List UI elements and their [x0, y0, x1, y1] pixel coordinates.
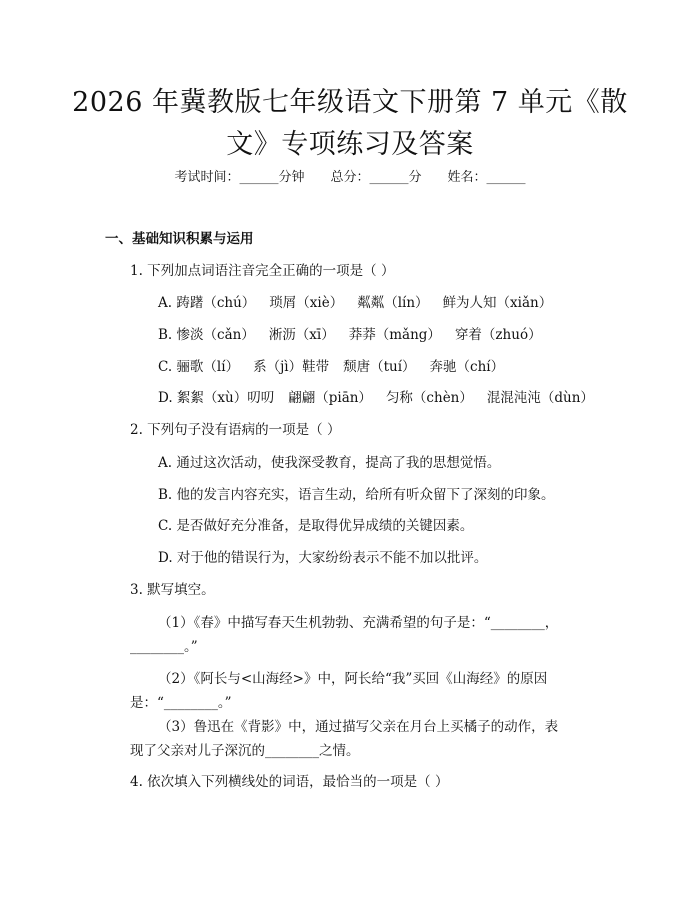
q4-stem: 4. 依次填入下列横线处的词语，最恰当的一项是（ ）: [130, 774, 449, 790]
q2-option-c: C. 是否做好充分准备，是取得优异成绩的关键因素。: [158, 518, 474, 534]
student-name: 姓名：______: [447, 170, 526, 185]
q1-option-b: B. 惨淡（cǎn） 淅沥（xī） 莽莽（mǎng） 穿着（zhuó）: [158, 327, 542, 343]
q1-option-d: D. 絮絮（xù）叨叨 翩翩（piān） 匀称（chèn） 混混沌沌（dùn）: [158, 390, 594, 406]
q2-option-a: A. 通过这次活动，使我深受教育，提高了我的思想觉悟。: [158, 455, 501, 471]
q1-option-a: A. 踌躇（chú） 琐屑（xiè） 粼粼（lín） 鲜为人知（xiǎn）: [158, 295, 553, 311]
q3-stem: 3. 默写填空。: [130, 582, 215, 598]
q3-item-2: （2）《阿长与<山海经>》中，阿长给“我”买回《山海经》的原因是：“________。”: [130, 671, 548, 711]
q3-item-3: （3）鲁迅在《背影》中，通过描写父亲在月台上买橘子的动作，表现了父亲对儿子深沉的________之情。: [130, 719, 559, 759]
section-heading: 一、基础知识积累与运用: [105, 231, 254, 247]
q2-option-b: B. 他的发言内容充实，语言生动，给所有听众留下了深刻的印象。: [158, 487, 555, 503]
q1-option-c: C. 骊歌（lí） 系（jì）鞋带 颓唐（tuí） 奔驰（chí）: [158, 359, 505, 375]
title-line-2: 文》专项练习及答案: [226, 129, 474, 160]
title-line-1: 2026 年冀教版七年级语文下册第 7 单元《散: [72, 87, 628, 118]
q2-option-d: D. 对于他的错误行为，大家纷纷表示不能不加以批评。: [158, 550, 488, 566]
q1-stem: 1. 下列加点词语注音完全正确的一项是（ ）: [130, 263, 395, 279]
total-score: 总分：______分: [330, 170, 422, 185]
exam-time: 考试时间：______分钟: [174, 170, 305, 185]
q3-item-1: （1）《春》中描写春天生机勃勃、充满希望的句子是：“________，________。”: [130, 615, 559, 655]
q2-stem: 2. 下列句子没有语病的一项是（ ）: [130, 422, 341, 438]
document-title: [70, 82, 630, 166]
exam-meta: [0, 168, 700, 188]
